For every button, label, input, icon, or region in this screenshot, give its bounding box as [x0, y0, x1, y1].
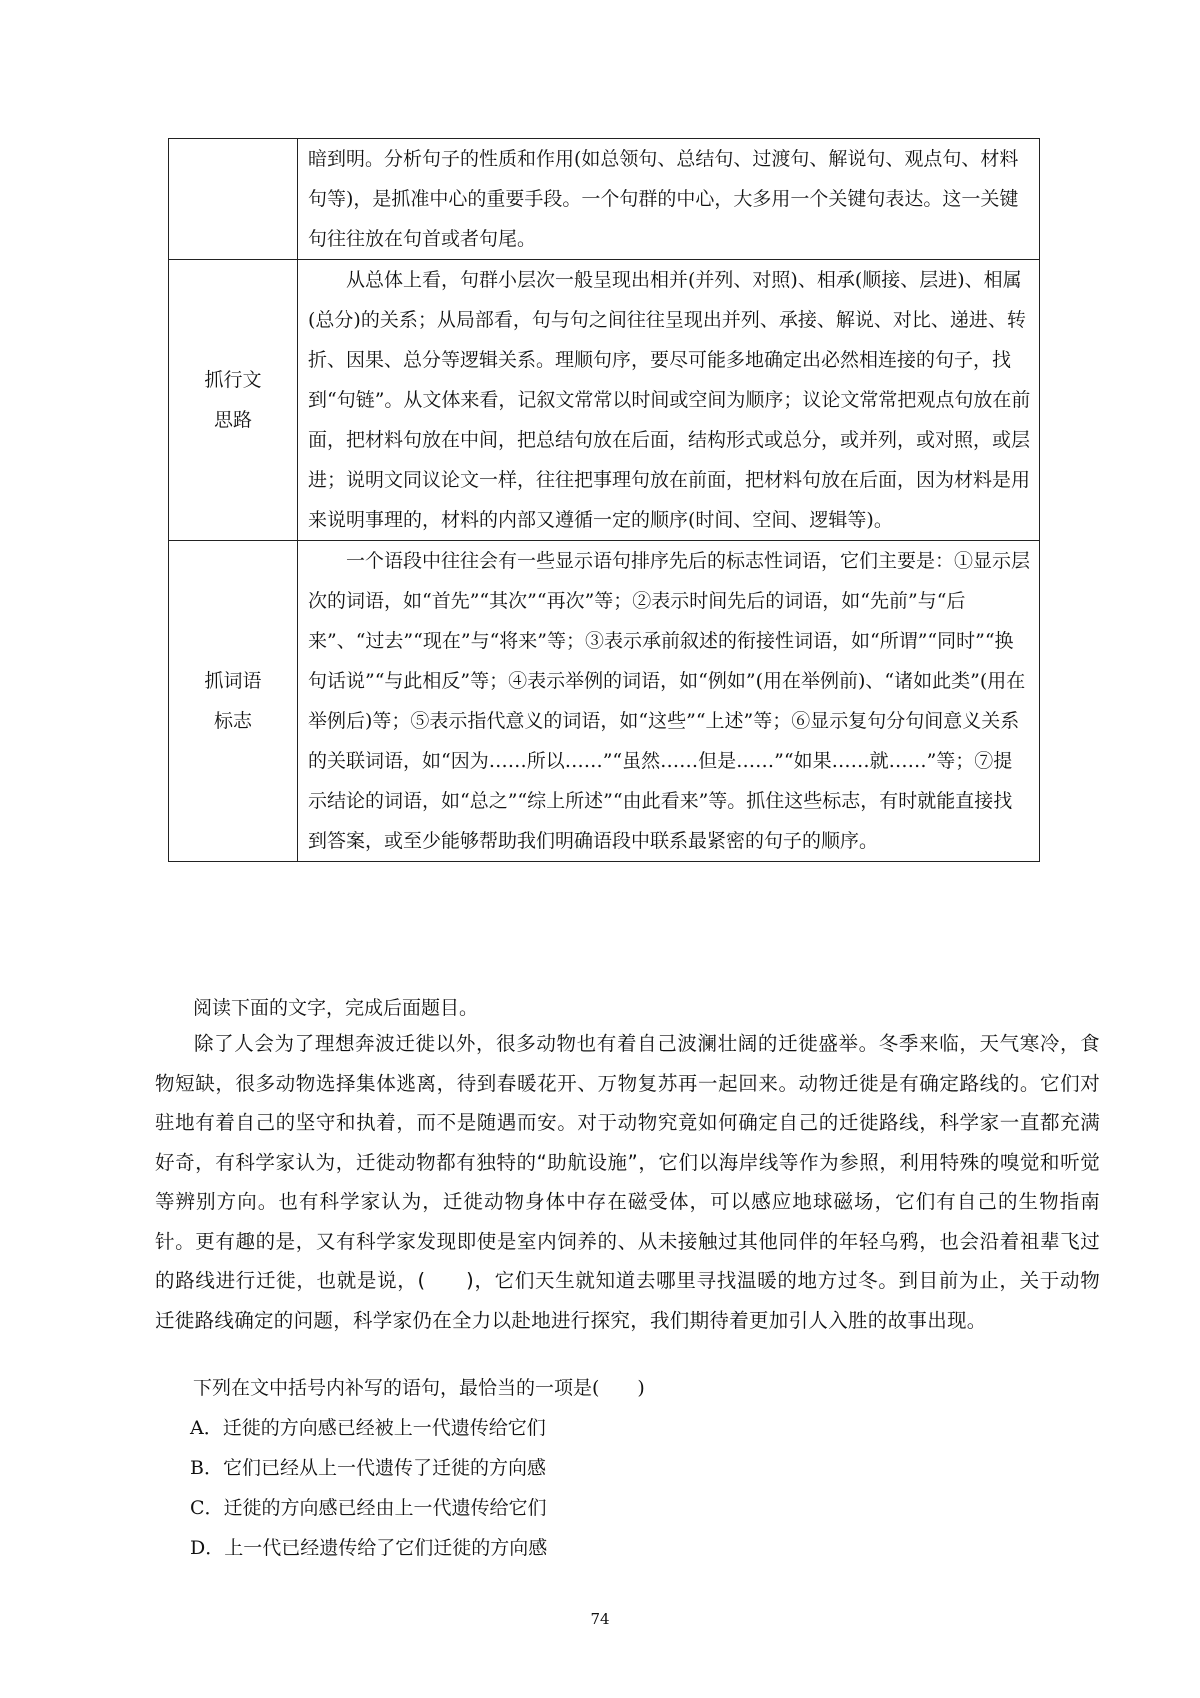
method-table: [168, 138, 1040, 862]
row-label-line: 抓行文: [204, 369, 262, 391]
exercise-intro: 阅读下面的文字，完成后面题目。: [193, 997, 479, 1019]
row-label-line: 标志: [213, 710, 252, 732]
option-d[interactable]: D．上一代已经遗传给了它们迁徙的方向感: [190, 1537, 548, 1559]
option-a[interactable]: A．迁徙的方向感已经被上一代遗传给它们: [190, 1417, 546, 1439]
table-row: [169, 139, 1040, 260]
row-label-cell: [169, 541, 298, 862]
option-b[interactable]: B．它们已经从上一代遗传了迁徙的方向感: [190, 1457, 546, 1479]
row-content-cell: 从总体上看，句群小层次一般呈现出相并(并列、对照)、相承(顺接、层进)、相属(总分)的关系；从局部看，句与句之间往往呈现出并列、承接、解说、对比、递进、转折、因果、总分等逻辑关系。理顺句序，要尽可能多地确定出必然相连接的句子，找到“句链”。从文体来看，记叙文常常以时间或空间为顺序；议论文常常把观点句放在前面，把材料句放在中间，把总结句放在后面，结构形式或总分，或并列，或对照，或层进；说明文同议论文一样，往往把事理句放在前面，把材料句放在后面，因为材料是用来说明事理的，材料的内部又遵循一定的顺序(时间、空间、逻辑等)。: [298, 260, 1040, 541]
question-stem: 下列在文中括号内补写的语句，最恰当的一项是( ): [193, 1377, 645, 1399]
row-label-cell: [169, 260, 298, 541]
reading-passage: 除了人会为了理想奔波迁徙以外，很多动物也有着自己波澜壮阔的迁徙盛举。冬季来临，天气寒冷，食物短缺，很多动物选择集体逃离，待到春暖花开、万物复苏再一起回来。动物迁徙是有确定路线的。它们对驻地有着自己的坚守和执着，而不是随遇而安。对于动物究竟如何确定自己的迁徙路线，科学家一直都充满好奇，有科学家认为，迁徙动物都有独特的“助航设施”，它们以海岸线等作为参照，利用特殊的嗅觉和听觉等辨别方向。也有科学家认为，迁徙动物身体中存在磁受体，可以感应地球磁场，它们有自己的生物指南针。更有趣的是，又有科学家发现即使是室内饲养的、从未接触过其他同伴的年轻乌鸦，也会沿着祖辈飞过的路线进行迁徙，也就是说，( )，它们天生就知道去哪里寻找温暖的地方过冬。到目前为止，关于动物迁徙路线确定的问题，科学家仍在全力以赴地进行探究，我们期待着更加引人入胜的故事出现。: [155, 1032, 1100, 1332]
answer-options: [190, 1408, 547, 1568]
option-c[interactable]: C．迁徙的方向感已经由上一代遗传给它们: [190, 1497, 547, 1519]
page-number: 74: [590, 1610, 610, 1628]
row-label-line: 抓词语: [204, 670, 262, 692]
row-content-cell: 一个语段中往往会有一些显示语句排序先后的标志性词语，它们主要是：①显示层次的词语，如“首先”“其次”“再次”等；②表示时间先后的词语，如“先前”与“后来”、“过去”“现在”与“将来”等；③表示承前叙述的衔接性词语，如“所谓”“同时”“换句话说”“与此相反”等；④表示举例的词语，如“例如”(用在举例前)、“诸如此类”(用在举例后)等；⑤表示指代意义的词语，如“这些”“上述”等；⑥显示复句分句间意义关系的关联词语，如“因为……所以……”“虽然……但是……”“如果……就……”等；⑦提示结论的词语，如“总之”“综上所述”“由此看来”等。抓住这些标志，有时就能直接找到答案，或至少能够帮助我们明确语段中联系最紧密的句子的顺序。: [298, 541, 1040, 862]
row-label-cell: [169, 139, 298, 260]
table-row: [169, 260, 1040, 541]
row-content-cell: 暗到明。分析句子的性质和作用(如总领句、总结句、过渡句、解说句、观点句、材料句等)，是抓准中心的重要手段。一个句群的中心，大多用一个关键句表达。这一关键句往往放在句首或者句尾。: [298, 139, 1040, 260]
row-label-line: 思路: [213, 409, 252, 431]
table-row: [169, 541, 1040, 862]
